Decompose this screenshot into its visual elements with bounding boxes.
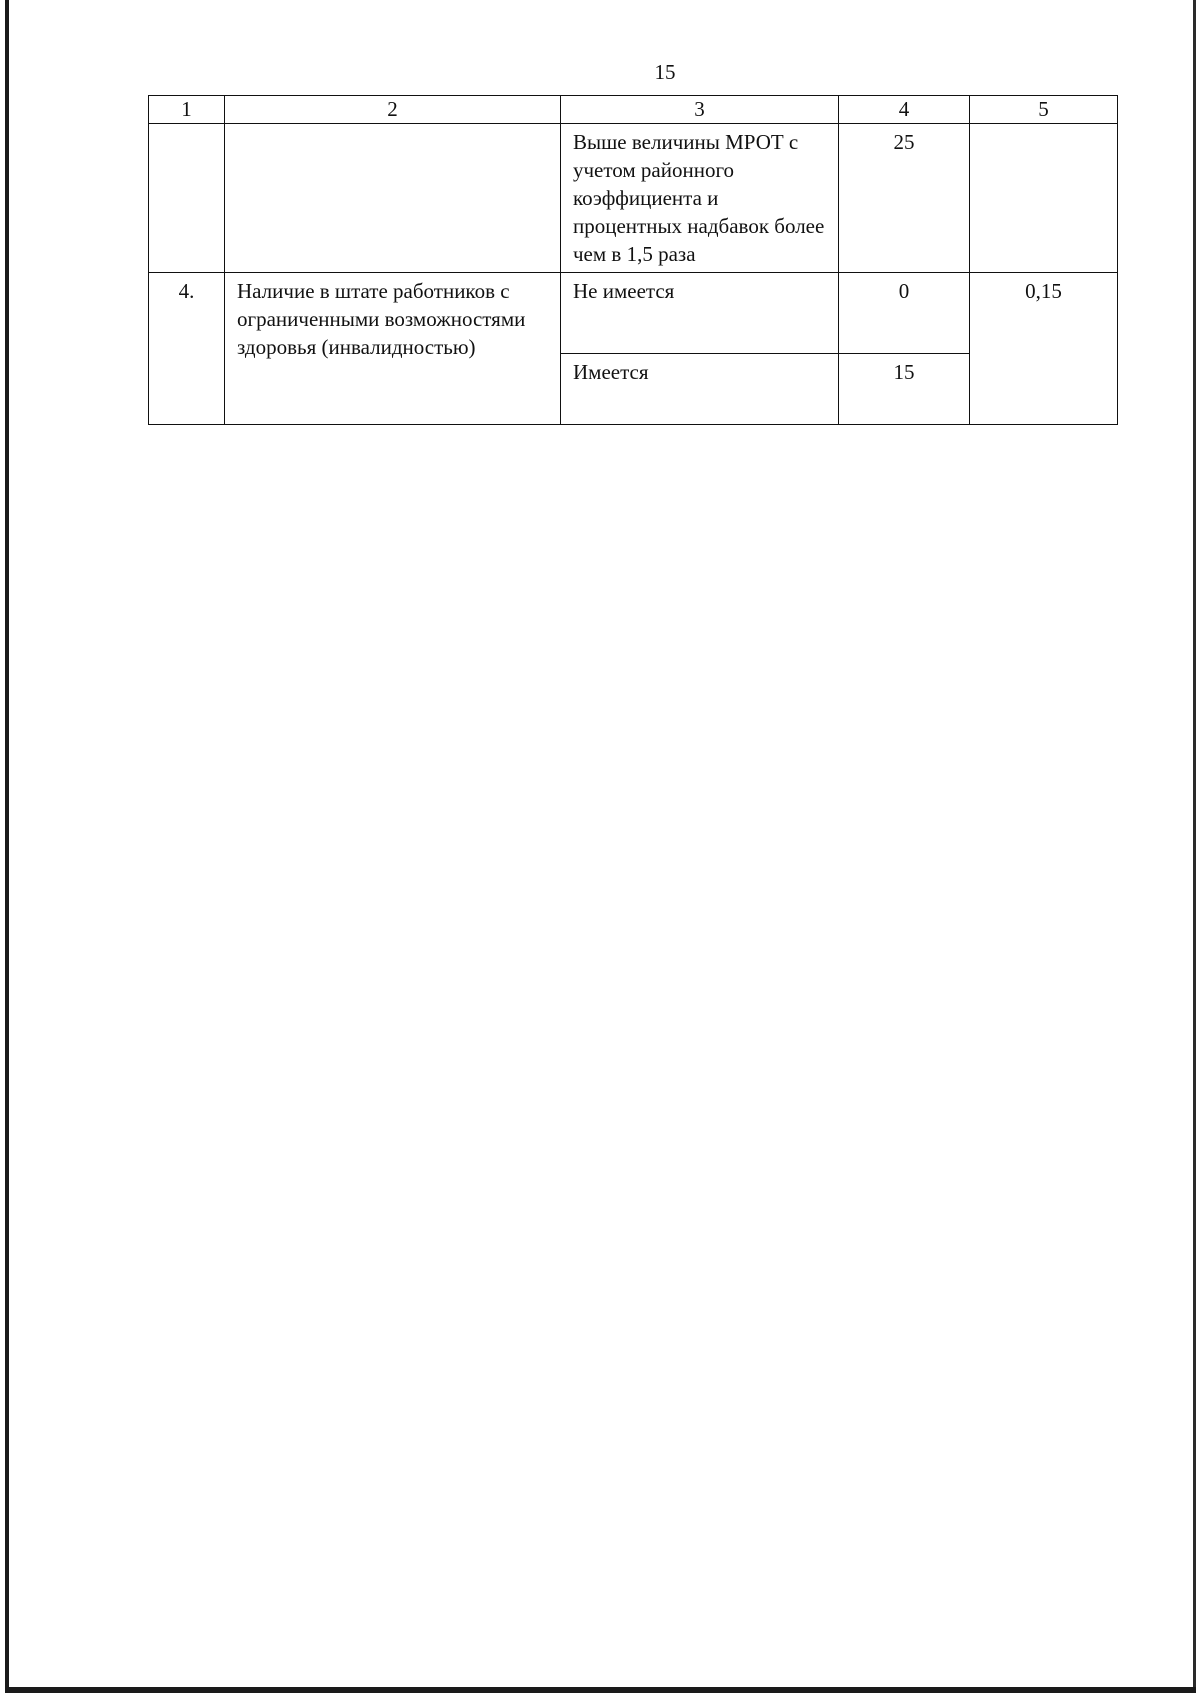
option-cell: Выше величины МРОТ с учетом районного коэффициента и процентных надбавок более чем в 1,5 раза	[561, 124, 839, 273]
criterion-cell: Наличие в штате работников с ограниченными возможностями здоровья (инвалидностью)	[225, 273, 561, 425]
scan-border-left	[5, 0, 9, 1693]
scan-border-right	[1193, 0, 1196, 1693]
table-row	[149, 124, 1118, 273]
row-number-cell	[149, 124, 225, 273]
option-cell: Не имеется	[561, 273, 839, 354]
scan-border-bottom	[5, 1687, 1196, 1693]
row-number-cell: 4.	[149, 273, 225, 425]
table-header-row	[149, 96, 1118, 124]
score-cell: 25	[839, 124, 970, 273]
header-cell-2: 2	[225, 96, 561, 124]
header-cell-3: 3	[561, 96, 839, 124]
page-number: 15	[654, 60, 676, 84]
weight-cell	[970, 124, 1118, 273]
criterion-cell	[225, 124, 561, 273]
header-cell-4: 4	[839, 96, 970, 124]
table-row	[149, 273, 1118, 354]
header-cell-1: 1	[149, 96, 225, 124]
score-cell: 15	[839, 354, 970, 425]
option-cell: Имеется	[561, 354, 839, 425]
header-cell-5: 5	[970, 96, 1118, 124]
criteria-table	[148, 95, 1118, 425]
weight-cell: 0,15	[970, 273, 1118, 425]
score-cell: 0	[839, 273, 970, 354]
